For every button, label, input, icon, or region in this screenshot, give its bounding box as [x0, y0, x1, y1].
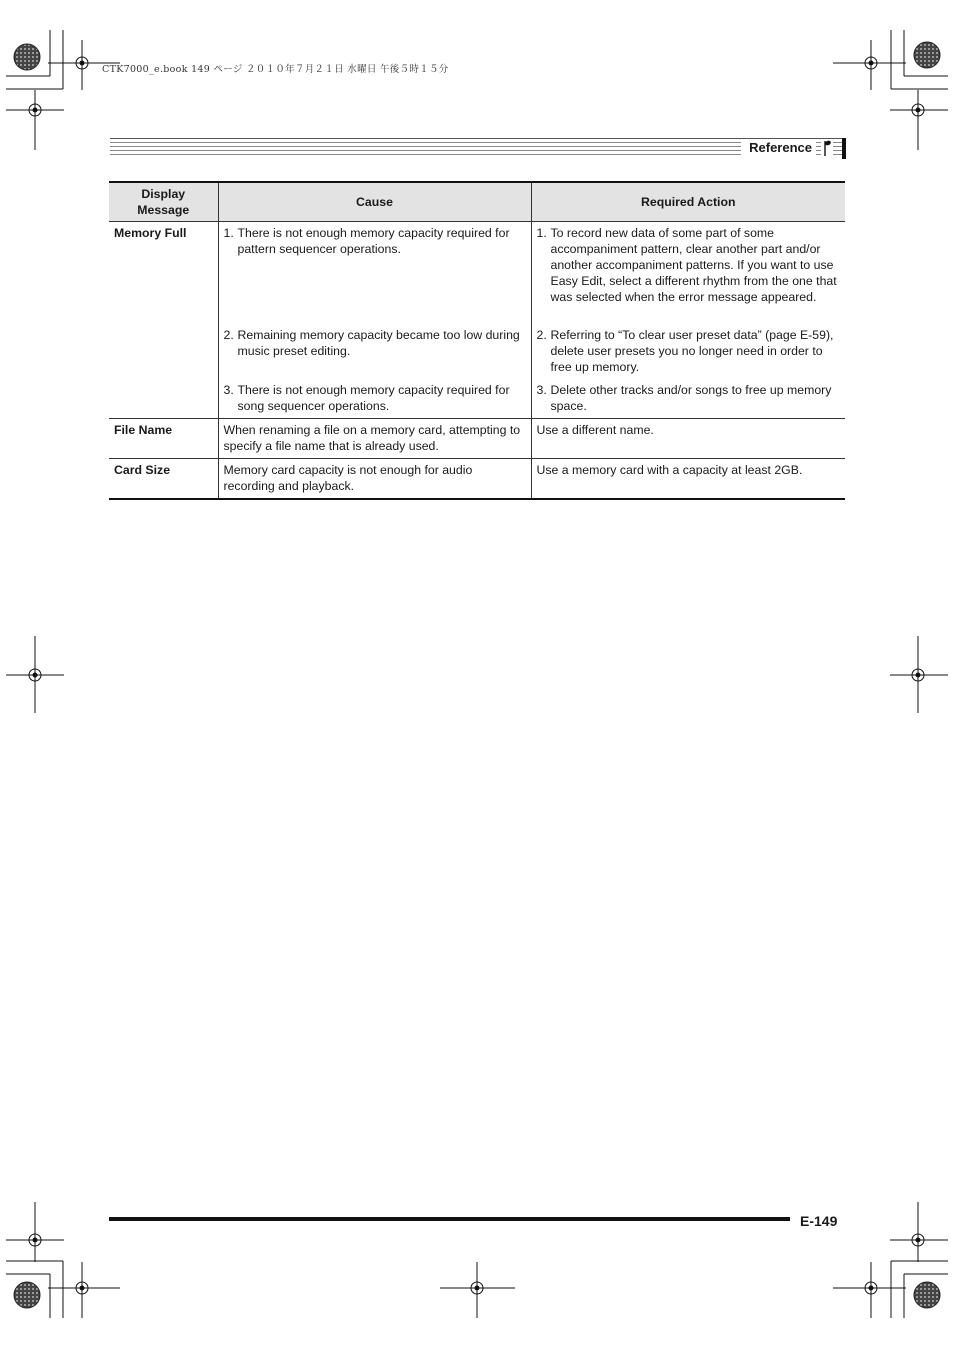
action-text: Delete other tracks and/or songs to free up memory space. [550, 383, 832, 413]
header-required-action: Required Action [531, 182, 845, 222]
message-memory-full: Memory Full [109, 222, 218, 419]
error-message-table [109, 181, 845, 500]
message-file-name: File Name [109, 419, 218, 459]
action-text: To record new data of some part of some accompaniment pattern, clear another part and/or another accompaniment patterns. If you want to use Easy Edit, select a different rhythm from the one that was selected when the error message appeared. [550, 226, 837, 304]
action-text: Referring to “To clear user preset data” (page E-59), delete user presets you no longer need in order to free up memory. [550, 328, 834, 374]
section-label: Reference [741, 139, 816, 156]
table-row [109, 379, 845, 419]
cause-cell: 1. There is not enough memory capacity required for pattern sequencer operations. [218, 222, 531, 325]
section-header-band [110, 138, 843, 158]
table-row [109, 419, 845, 459]
action-cell: Use a memory card with a capacity at least 2GB. [531, 459, 845, 500]
header-cause: Cause [218, 182, 531, 222]
band-end-bar [842, 138, 846, 159]
footer-rule [109, 1217, 790, 1221]
starburst-mark-top-right [914, 42, 940, 68]
starburst-mark-top-left [14, 44, 40, 70]
print-header: CTK7000_e.book 149 ページ ２０１０年７月２１日 水曜日 午後５時１５分 [102, 64, 449, 75]
page-number: E-149 [800, 1213, 838, 1229]
cause-cell: 3. There is not enough memory capacity required for song sequencer operations. [218, 379, 531, 419]
message-card-size: Card Size [109, 459, 218, 500]
cause-cell: Memory card capacity is not enough for audio recording and playback. [218, 459, 531, 500]
action-cell: 3. Delete other tracks and/or songs to free up memory space. [531, 379, 845, 419]
starburst-mark-bottom-left [14, 1282, 40, 1308]
cause-cell: When renaming a file on a memory card, attempting to specify a file name that is already used. [218, 419, 531, 459]
action-cell: 1. To record new data of some part of some accompaniment pattern, clear another part and/or another accompaniment patterns. If you want to use Easy Edit, select a different rhythm from the one that was selected when the error message appeared. [531, 222, 845, 325]
action-cell: 2. Referring to “To clear user preset data” (page E-59), delete user presets you no longer need in order to free up memory. [531, 324, 845, 379]
table-row [109, 324, 845, 379]
starburst-mark-bottom-right [914, 1282, 940, 1308]
cause-cell: 2. Remaining memory capacity became too low during music preset editing. [218, 324, 531, 379]
table-header-row [109, 182, 845, 222]
table-row [109, 459, 845, 500]
table-row [109, 222, 845, 325]
cause-text: There is not enough memory capacity required for song sequencer operations. [237, 383, 510, 413]
cause-text: There is not enough memory capacity required for pattern sequencer operations. [237, 226, 510, 256]
header-display-message: Display Message [109, 182, 218, 222]
action-cell: Use a different name. [531, 419, 845, 459]
cause-text: Remaining memory capacity became too low during music preset editing. [237, 328, 520, 358]
music-note-icon [821, 139, 833, 157]
